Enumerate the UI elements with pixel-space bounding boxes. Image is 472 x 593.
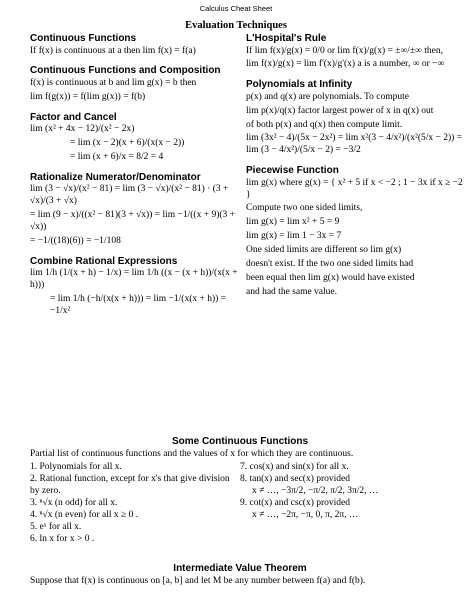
continuous-functions-section [30, 436, 450, 546]
piecewise-definition: lim g(x) where g(x) = { x² + 5 if x < −2 ; 1 − 3x if x ≥ −2 } [246, 177, 463, 200]
ivt-text: Suppose that f(x) is continuous on [a, b] and let M be any number between f(a) and f(b). [30, 575, 366, 586]
piecewise-text: Compute two one sided limits, [246, 203, 363, 214]
piecewise-note1: One sided limits are different so lim g(x) [246, 245, 402, 255]
lhospital-condition: If lim f(x)/g(x) = 0/0 or lim f(x)/g(x) = ±∞/±∞ then, [246, 45, 443, 56]
continuous-list-left [30, 462, 240, 545]
factor-line1-rhs: = lim (x − 2)(x + 6)/(x(x − 2)) [70, 138, 185, 148]
list-item: 5. eˣ for all x. [30, 521, 82, 532]
factor-line1-lhs: lim (x² + 4x − 12)/(x² − 2x) [30, 124, 135, 135]
combine-line2: = lim 1/h (−h/(x(x + h))) = lim −1/(x(x + h)) = −1/x² [50, 293, 227, 316]
composition-heading: Continuous Functions and Composition [30, 65, 221, 77]
continuous-text: If f(x) is continuous at a then lim f(x) = f(a) [30, 45, 196, 56]
factor-heading: Factor and Cancel [30, 111, 117, 123]
poly-heading: Polynomials at Infinity [246, 79, 353, 91]
lhospital-rule: lim f(x)/g(x) = lim f'(x)/g'(x) a is a number, ∞ or −∞ [246, 59, 445, 70]
right-column [246, 33, 464, 301]
ivt-heading: Intermediate Value Theorem [173, 563, 307, 574]
piecewise-note4: and had the same value. [246, 286, 338, 297]
list-item: 6. ln x for x > 0 . [30, 533, 95, 544]
list-item: 1. Polynomials for all x. [30, 462, 122, 473]
list-item: 2. Rational function, except for x's that give division by zero. [30, 474, 230, 497]
poly-example: lim (3x² − 4)/(5x − 2x²) = lim x²(3 − 4/x²)/(x²(5/x − 2)) = lim (3 − 4/x²)/(5/x − 2) = −3/2 [246, 133, 463, 156]
composition-text: f(x) is continuous at b and lim g(x) = b then [30, 77, 197, 88]
some-continuous-heading: Some Continuous Functions [171, 436, 309, 447]
list-item: x ≠ …, −3π/2, −π/2, π/2, 3π/2, … [252, 486, 379, 497]
rationalize-line2: = lim (9 − x)/((x² − 81)(3 + √x)) = lim −1/((x + 9)(3 + √x)) [30, 210, 236, 232]
rationalize-line1: lim (3 − √x)/(x² − 81) = lim (3 − √x)/(x² − 81) · (3 + √x)/(3 + √x) [30, 184, 229, 207]
list-item: 4. ⁿ√x (n even) for all x ≥ 0 . [30, 509, 139, 520]
combine-heading: Combine Rational Expressions [30, 255, 178, 267]
piecewise-note2: doesn't exist. If the two one sided limits had [246, 258, 414, 269]
piecewise-left-limit: lim g(x) = lim x² + 5 = 9 [246, 217, 340, 228]
list-item: 7. cos(x) and sin(x) for all x. [240, 462, 349, 473]
piecewise-right-limit: lim g(x) = lim 1 − 3x = 7 [246, 231, 342, 242]
continuous-list-right [240, 462, 450, 545]
some-continuous-intro: Partial list of continuous functions and the values of x for which they are continuous. [30, 448, 354, 459]
combine-line1: lim 1/h (1/(x + h) − 1/x) = lim 1/h ((x − (x + h))/(x(x + h))) [30, 268, 238, 290]
factor-line2: = lim (x + 6)/x = 8/2 = 4 [70, 151, 164, 162]
list-item: 3. ⁿ√x (n odd) for all x. [30, 498, 118, 508]
rationalize-line3: = −1/((18)(6)) = −1/108 [30, 235, 121, 246]
poly-text3: of both p(x) and q(x) then compute limit. [246, 119, 403, 130]
poly-text2: lim p(x)/q(x) factor largest power of x in q(x) out [246, 105, 434, 116]
continuous-heading: Continuous Functions [30, 33, 137, 44]
poly-text1: p(x) and q(x) are polynomials. To compute [246, 91, 409, 102]
piecewise-note3: been equal then lim g(x) would have existed [246, 272, 415, 283]
list-item: 9. cot(x) and csc(x) provided [240, 498, 351, 508]
ivt-section [30, 563, 450, 589]
rationalize-heading: Rationalize Numerator/Denominator [30, 171, 201, 183]
lhospital-heading: L'Hospital's Rule [246, 33, 327, 44]
list-item: x ≠ …, −2π, −π, 0, π, 2π, … [252, 509, 359, 520]
composition-formula: lim f(g(x)) = f(lim g(x)) = f(b) [30, 91, 146, 102]
left-column [30, 33, 238, 320]
piecewise-heading: Piecewise Function [246, 165, 339, 177]
page-header: Calculus Cheat Sheet [199, 4, 273, 13]
page-title: Evaluation Techniques [185, 20, 287, 31]
list-item: 8. tan(x) and sec(x) provided [240, 474, 351, 485]
